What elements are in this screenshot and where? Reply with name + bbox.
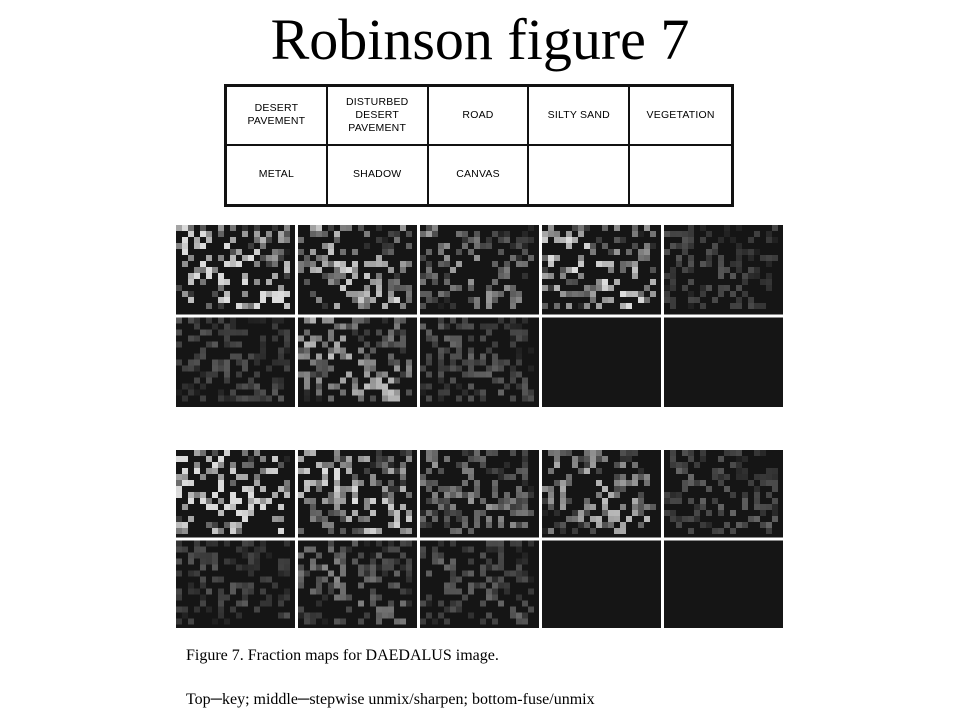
figure-caption: Figure 7. Fraction maps for DAEDALUS image.	[186, 647, 499, 664]
stepwise-unmix-sharpen-maps	[176, 225, 783, 407]
fraction-map-tile	[420, 225, 539, 315]
key-cell-metal: METAL	[227, 146, 328, 205]
fraction-map-tile	[664, 541, 783, 629]
fraction-map-tile	[298, 450, 417, 538]
key-cell-silty-sand: SILTY SAND	[529, 87, 630, 146]
key-cell-road: ROAD	[429, 87, 530, 146]
fraction-map-tile	[664, 225, 783, 315]
fuse-unmix-maps	[176, 450, 783, 628]
fraction-map-tile	[176, 318, 295, 408]
fraction-map-tile	[664, 318, 783, 408]
fraction-map-tile	[542, 450, 661, 538]
middle-fraction-maps-panel	[176, 225, 783, 407]
fraction-map-tile	[176, 450, 295, 538]
fraction-map-tile	[176, 541, 295, 629]
fraction-map-tile	[664, 450, 783, 538]
key-cell-desert-pavement: DESERT PAVEMENT	[227, 87, 328, 146]
key-cell-shadow: SHADOW	[328, 146, 429, 205]
fraction-map-tile	[176, 225, 295, 315]
key-cell-canvas: CANVAS	[429, 146, 530, 205]
fraction-map-tile	[298, 318, 417, 408]
fraction-map-tile	[542, 541, 661, 629]
fraction-map-tile	[542, 318, 661, 408]
fraction-map-tile	[420, 318, 539, 408]
slide-title: Robinson figure 7	[270, 7, 690, 72]
key-cell-disturbed-desert-pavement: DISTURBED DESERT PAVEMENT	[328, 87, 429, 146]
fraction-map-tile	[420, 541, 539, 629]
key-cell-empty-2	[630, 146, 731, 205]
fraction-map-tile	[298, 541, 417, 629]
figure-caption-detail: Top─key; middle─stepwise unmix/sharpen; bottom-fuse/unmix	[186, 691, 595, 708]
key-cell-empty-1	[529, 146, 630, 205]
key-cell-vegetation: VEGETATION	[630, 87, 731, 146]
fraction-map-tile	[420, 450, 539, 538]
fraction-map-tile	[542, 225, 661, 315]
fraction-key-table	[224, 84, 734, 207]
fraction-map-tile	[298, 225, 417, 315]
bottom-fraction-maps-panel	[176, 450, 783, 632]
